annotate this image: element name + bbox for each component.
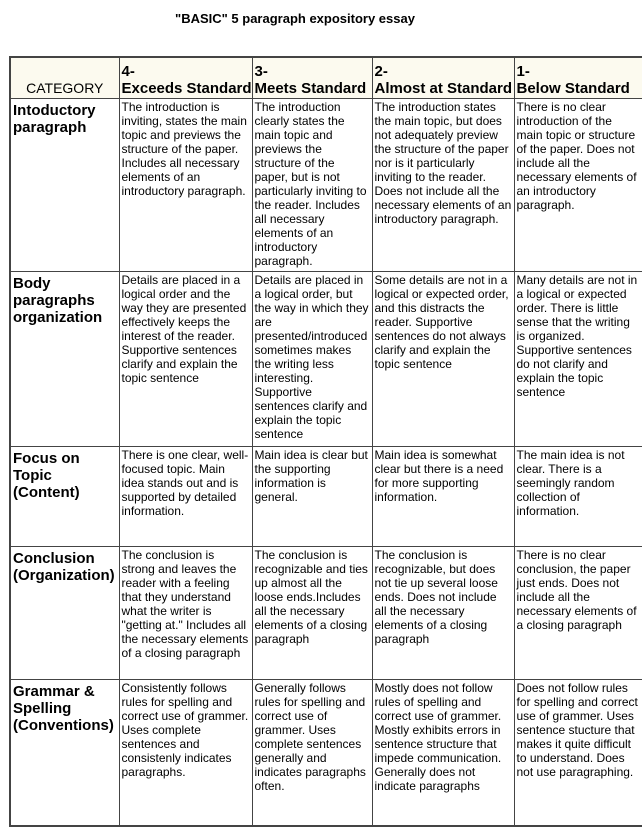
category-cell: Focus on Topic (Content) [10,446,119,546]
criteria-cell: Consistently follows rules for spelling and correct use of grammer. Uses complete sentences and consistenly indicates paragraphs. [119,679,252,826]
criteria-cell: The introduction is inviting, states the main topic and previews the structure of the paper. Includes all necessary elements of an introductory paragraph. [119,98,252,271]
level-label: Exceeds Standard [121,79,252,97]
criteria-cell: Main idea is somewhat clear but there is a need for more supporting information. [372,446,514,546]
criteria-cell: The conclusion is recognizable and ties up almost all the loose ends.Includes all the necessary elements of a closing paragraph [252,546,372,679]
level-number: 3- [254,62,268,80]
table-row [10,98,642,271]
table-row [10,546,642,679]
category-cell: Grammar & Spelling (Conventions) [10,679,119,826]
criteria-cell: Many details are not in a logical or expected order. There is little sense that the writing is organized. Supportive sentences do not clarify and explain the topic sentence [514,271,642,446]
level-label: Meets Standard [254,79,367,97]
criteria-cell: Details are placed in a logical order and the way they are presented effectively keeps the interest of the reader. Supportive sentences clarify and explain the topic sentence [119,271,252,446]
level-number: 4- [121,62,135,80]
criteria-cell: Some details are not in a logical or expected order, and this distracts the reader. Supportive sentences do not always clarify and explain the topic sentence [372,271,514,446]
category-cell: Intoductory paragraph [10,98,119,271]
category-cell: Body paragraphs organization [10,271,119,446]
criteria-cell: Details are placed in a logical order, but the way in which they are presented/introduced sometimes makes the writing less interesting. Supportive sentences clarify and explain the topic sentence [252,271,372,446]
document-title: "BASIC" 5 paragraph expository essay [175,11,415,26]
criteria-cell: Does not follow rules for spelling and correct use of grammer. Uses sentence stucture that makes it quite difficult to understand. Does not use paragraphing. [514,679,642,826]
criteria-cell: There is one clear, well-focused topic. Main idea stands out and is supported by detailed information. [119,446,252,546]
level-header [252,57,372,98]
table-row [10,271,642,446]
level-header [372,57,514,98]
category-header: CATEGORY [10,57,119,98]
rubric-table [9,56,642,827]
table-row [10,446,642,546]
criteria-cell: Generally follows rules for spelling and correct use of grammer. Uses complete sentences generally and indicates paragraphs often. [252,679,372,826]
criteria-cell: The introduction clearly states the main topic and previews the structure of the paper, but is not particularly inviting to the reader. Includes all necessary elements of an introductory paragraph. [252,98,372,271]
level-number: 2- [374,62,388,80]
criteria-cell: The conclusion is recognizable, but does not tie up several loose ends. Does not include all the necessary elements of a closing paragraph [372,546,514,679]
header-row [10,57,642,98]
category-cell: Conclusion (Organization) [10,546,119,679]
criteria-cell: There is no clear introduction of the main topic or structure of the paper. Does not include all the necessary elements of an introductory paragraph. [514,98,642,271]
level-number: 1- [516,62,530,80]
criteria-cell: Main idea is clear but the supporting information is general. [252,446,372,546]
level-header [119,57,252,98]
level-label: Below Standard [516,79,630,97]
criteria-cell: The conclusion is strong and leaves the reader with a feeling that they understand what the writer is "getting at." Includes all the necessary elements of a closing paragraph [119,546,252,679]
level-header [514,57,642,98]
criteria-cell: The introduction states the main topic, but does not adequately preview the structure of the paper nor is it particularly inviting to the reader. Does not include all the necessary elements of an introductory paragraph. [372,98,514,271]
criteria-cell: There is no clear conclusion, the paper just ends. Does not include all the necessary elements of a closing paragraph [514,546,642,679]
table-row [10,679,642,826]
criteria-cell: The main idea is not clear. There is a seemingly random collection of information. [514,446,642,546]
criteria-cell: Mostly does not follow rules of spelling and correct use of grammer. Mostly exhibits errors in sentence structure that impede communication. Generally does not indicate paragraphs [372,679,514,826]
level-label: Almost at Standard [374,79,513,97]
